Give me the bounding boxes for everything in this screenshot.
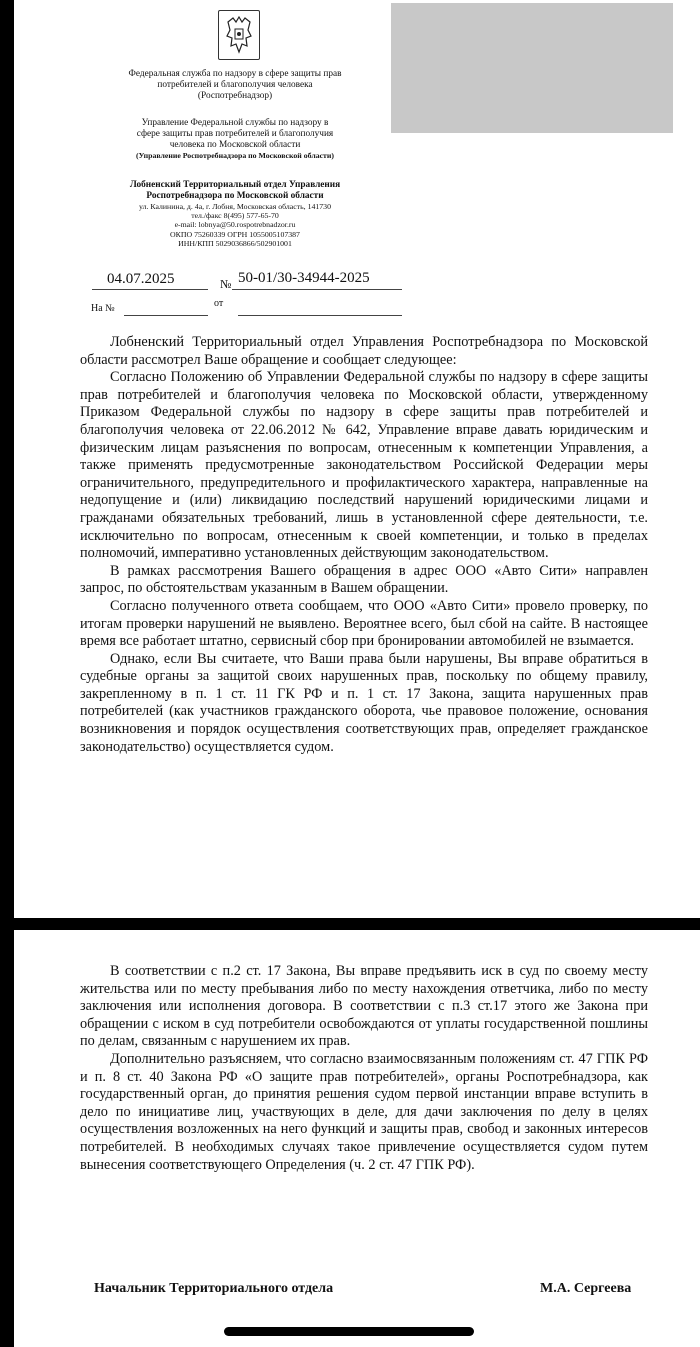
signature-name: М.А. Сергеева [540, 1281, 632, 1296]
directorate-name: Управление Федеральной службы по надзору в сфере защиты прав потребителей и благополучия человека по Московской области (Управление Роспотребнадзора по Московской области) [136, 118, 334, 160]
paragraph: В рамках рассмотрения Вашего обращения в адрес ООО «Авто Сити» направлен запрос, по обстоятельствам указанным в Вашем обращении. [80, 562, 648, 597]
signature-title: Начальник Территориального отдела [94, 1281, 334, 1296]
paragraph: Согласно полученного ответа сообщаем, что ООО «Авто Сити» провело проверку, по итогам проверки нарушений не выявлено. Вероятнее всего, был сбой на сайте. В настоящее время все работает штатно, сервисный сбор при бронировании автомобилей не взымается. [80, 597, 648, 650]
ref-number-label: На № [91, 303, 115, 314]
paragraph: Однако, если Вы считаете, что Ваши права были нарушены, Вы вправе обратиться в судебные органы за защитой своих нарушенных прав, поскольку по общему правилу, закрепленному в п. 1 ст. 11 ГК РФ и п. 1 ст. 17 Закона, защита нарушенных прав потребителей (как участников гражданского оборота, чье правовое положение, основания возникновения и порядок осуществления соответствующих прав, определяет гражданское законодательство) осуществляется судом. [80, 650, 648, 755]
coat-of-arms-icon [218, 10, 260, 60]
paragraph: Согласно Положению об Управлении Федеральной службы по надзору в сфере защиты прав потребителей и благополучия человека по Московской области, утвержденному Приказом Федеральной службы по надзору в сфере защиты прав потребителей и благополучия человека от 22.06.2012 № 642, Управление вправе давать юридическим и физическим лицам разъяснения по вопросам, отнесенным к компетенции Управления, а также применять предусмотренные законодательством Российской Федерации меры ограничительного, предупредительного и профилактического характера, направленные на недопущение и (или) ликвидацию последствий нарушений юридическими лицами и гражданами обязательных требований, лишь в установленной сфере деятельности, т.е. исключительно по вопросам, отнесенным к своей компетенции, и только в пределах полномочий, императивно установленных действующим законодательством. [80, 369, 648, 562]
paragraph: В соответствии с п.2 ст. 17 Закона, Вы вправе предъявить иск в суд по своему месту жительства или по месту пребывания либо по месту нахождения ответчика, либо по месту заключения или исполнения договора. В соответствии с п.3 ст.17 этого же Закона при обращении с иском в суд потребители освобождаются от уплаты государственной пошлины по делам, связанным с нарушением их прав. [80, 963, 648, 1050]
letter-body-page-1 [80, 334, 648, 756]
ref-from-label: от [214, 298, 224, 309]
home-indicator[interactable] [224, 1327, 474, 1336]
redacted-area [391, 3, 673, 133]
paragraph: Лобненский Территориальный отдел Управления Роспотребнадзора по Московской области рассмотрел Ваше обращение и сообщает следующее: [80, 334, 648, 368]
department-block: Лобненский Территориальный отдел Управления Роспотребнадзора по Московской области ул. Калинина, д. 4а, г. Лобня, Московская область, 141730 тел./факс 8(495) 577-65-70 e-mail: lobnya@50.rospotrebnadzor.ru ОКПО 75260339 ОГРН 1055005107387 ИНН/КПП 5029036866/502901001 [129, 180, 341, 248]
page-separator [0, 918, 700, 930]
paragraph: Дополнительно разъясняем, что согласно взаимосвязанным положениям ст. 47 ГПК РФ и п. 8 ст. 40 Закона РФ «О защите прав потребителей», органы Роспотребнадзора, как государственный орган, до принятия решения судом первой инстанции вправе вступить в дело по инициативе лиц, участвующих в деле, для дачи заключения по делу в целях осуществления возложенных на него функций и защиты прав, свобод и законных интересов потребителей. В необходимых случаях такое привлечение осуществляется судом путем вынесения соответствующего Определения (ч. 2 ст. 47 ГПК РФ). [80, 1050, 648, 1173]
reg-date: 04.07.2025 [107, 271, 175, 287]
letter-body-page-2 [80, 963, 648, 1174]
reg-number-label: № [220, 277, 232, 291]
reg-number: 50-01/30-34944-2025 [238, 270, 370, 286]
service-name: Федеральная служба по надзору в сфере защиты прав потребителей и благополучия человека (Роспотребнадзор) [128, 69, 342, 101]
